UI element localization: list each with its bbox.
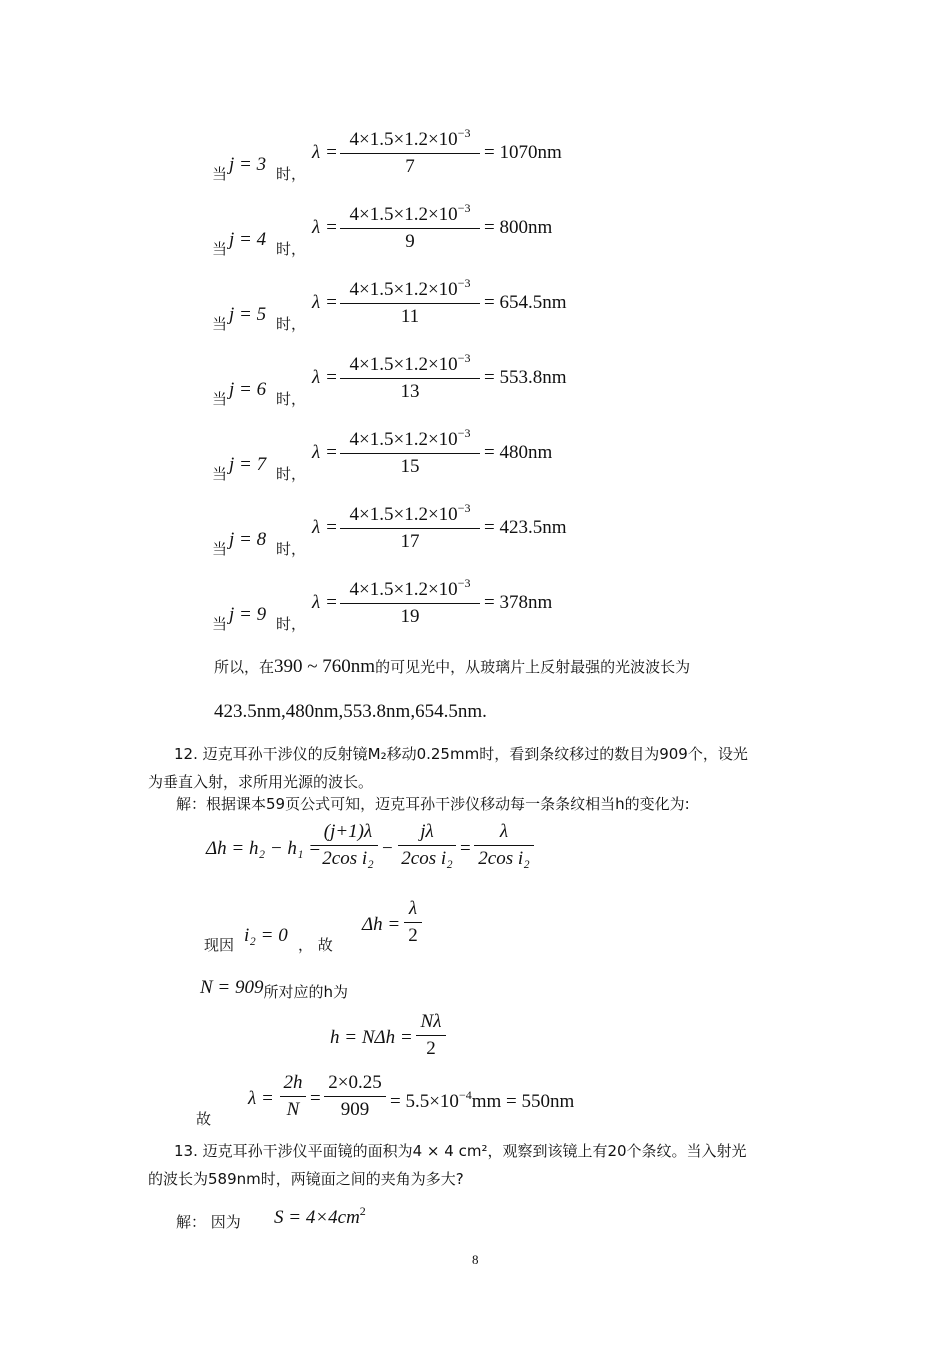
numerator-text: 4×1.5×1.2×10	[349, 204, 458, 225]
dh-num: λ	[404, 898, 422, 923]
shi-label: 时，	[276, 390, 307, 408]
numerator-exponent: −3	[457, 126, 471, 140]
lambda-equals: λ =	[312, 217, 338, 238]
numerator-exponent: −3	[457, 351, 471, 365]
wavelength-fraction	[340, 126, 480, 178]
dang-label: 当	[212, 165, 228, 183]
dh-fraction	[404, 898, 422, 947]
eq1-f2-den: 2cos i₂	[401, 848, 453, 869]
n-line	[200, 977, 348, 999]
lam-result-exp: −4	[458, 1088, 472, 1102]
eq1-f2-num: jλ	[398, 821, 456, 846]
lam-result	[390, 1088, 574, 1113]
fraction-numerator	[340, 576, 480, 604]
j-equation: j = 9	[229, 604, 267, 625]
wavelength-result: = 654.5nm	[484, 292, 567, 313]
lambda-equals: λ =	[312, 142, 338, 163]
wavelength-result: = 553.8nm	[484, 367, 567, 388]
dang-label: 当	[212, 315, 228, 333]
dh-den: 2	[408, 925, 418, 946]
q13-s-equation	[274, 1204, 366, 1229]
wavelength-fraction	[340, 276, 480, 328]
fraction-denominator: 19	[400, 606, 420, 627]
s-exp: 2	[359, 1204, 366, 1218]
eq1-equals: =	[460, 838, 471, 859]
lambda-equals: λ =	[312, 592, 338, 613]
numerator-text: 4×1.5×1.2×10	[349, 279, 458, 300]
lam-f1-num: 2h	[280, 1072, 306, 1097]
numerator-text: 4×1.5×1.2×10	[349, 429, 458, 450]
j-equation: j = 5	[229, 304, 267, 325]
lam-f1-den: N	[286, 1099, 300, 1120]
lam-f2-num: 2×0.25	[324, 1072, 386, 1097]
eq1-left: Δh = h₂ − h₁ =	[206, 838, 322, 859]
numerator-exponent: −3	[457, 576, 471, 590]
s-eq: S = 4×4cm	[274, 1207, 360, 1228]
j-equation: j = 7	[229, 454, 267, 475]
conclusion-line	[214, 656, 690, 678]
shi-label: 时，	[276, 540, 307, 558]
eq1-f1-num: (j+1)λ	[318, 821, 378, 846]
numerator-text: 4×1.5×1.2×10	[349, 354, 458, 375]
shi-label: 时，	[276, 315, 307, 333]
shi-label: 时，	[276, 615, 307, 633]
shi-label: 时，	[276, 165, 307, 183]
xianyin-label: 现因	[204, 936, 235, 954]
wavelength-fraction	[340, 501, 480, 553]
conclusion-prefix: 所以，在	[214, 658, 275, 676]
q12-line1: 12. 迈克耳孙干涉仪的反射镜M₂移动0.25mm时，看到条纹移过的数目为909个，设光	[174, 745, 748, 763]
wavelength-fraction	[340, 426, 480, 478]
q13-text	[148, 1137, 818, 1193]
numerator-text: 4×1.5×1.2×10	[349, 579, 458, 600]
numerator-text: 4×1.5×1.2×10	[349, 504, 458, 525]
conclusion-values: 423.5nm,480nm,553.8nm,654.5nm.	[214, 701, 487, 722]
i2-equation: i₂ = 0	[244, 925, 288, 946]
fraction-numerator	[340, 201, 480, 229]
q12-line2: 为垂直入射，求所用光源的波长。	[148, 773, 374, 791]
wavelength-fraction	[340, 201, 480, 253]
lam-f2-den: 909	[340, 1099, 370, 1120]
numerator-exponent: −3	[457, 501, 471, 515]
eq1-fraction-1	[318, 821, 378, 870]
fraction-numerator	[340, 351, 480, 379]
gu-label-1: ， 故	[298, 936, 333, 954]
conclusion-range: 390 ~ 760nm	[274, 656, 376, 677]
gu-label-2: 故	[196, 1110, 212, 1128]
fraction-numerator	[340, 426, 480, 454]
lam-fraction-1	[280, 1072, 306, 1121]
q13-line1: 13. 迈克耳孙干涉仪平面镜的面积为4 × 4 cm²，观察到该镜上有20个条纹。当入射光	[174, 1142, 747, 1160]
conclusion-suffix: 的可见光中，从玻璃片上反射最强的光波波长为	[375, 658, 691, 676]
h-fraction	[416, 1011, 446, 1060]
eq1-fraction-2	[398, 821, 456, 870]
lam-fraction-2	[324, 1072, 386, 1121]
lambda-equals: λ =	[312, 292, 338, 313]
numerator-text: 4×1.5×1.2×10	[349, 129, 458, 150]
j-equation: j = 6	[229, 379, 267, 400]
lam-result-pre: = 5.5×10	[390, 1091, 459, 1112]
numerator-exponent: −3	[457, 201, 471, 215]
wavelength-result: = 800nm	[484, 217, 553, 238]
q12-text	[148, 740, 818, 796]
shi-label: 时，	[276, 240, 307, 258]
wavelength-result: = 480nm	[484, 442, 553, 463]
dh-left: Δh =	[362, 914, 401, 935]
q13-line2: 的波长为589nm时，两镜面之间的夹角为多大?	[148, 1170, 464, 1188]
h-den: 2	[426, 1038, 436, 1059]
fraction-denominator: 9	[405, 231, 415, 252]
wavelength-result: = 378nm	[484, 592, 553, 613]
lambda-equals: λ =	[312, 367, 338, 388]
fraction-numerator	[340, 501, 480, 529]
eq1-f3-den: 2cos i₂	[478, 848, 530, 869]
eq1-minus: −	[382, 838, 393, 859]
lambda-equals: λ =	[312, 442, 338, 463]
dang-label: 当	[212, 540, 228, 558]
wavelength-result: = 423.5nm	[484, 517, 567, 538]
wavelength-fraction	[340, 576, 480, 628]
dang-label: 当	[212, 240, 228, 258]
h-num: Nλ	[416, 1011, 446, 1036]
numerator-exponent: −3	[457, 426, 471, 440]
fraction-numerator	[340, 126, 480, 154]
fraction-denominator: 15	[400, 456, 420, 477]
dang-label: 当	[212, 615, 228, 633]
fraction-denominator: 11	[400, 306, 420, 327]
n-equation: N = 909	[200, 977, 264, 998]
fraction-denominator: 7	[405, 156, 415, 177]
q12-solution: 解：根据课本59页公式可知，迈克耳孙干涉仪移动每一条条纹相当h的变化为:	[176, 795, 690, 813]
j-equation: j = 3	[229, 154, 267, 175]
h-left: h = NΔh =	[330, 1027, 413, 1048]
lam-left: λ =	[248, 1088, 274, 1109]
eq1-fraction-3	[474, 821, 534, 870]
fraction-denominator: 17	[400, 531, 420, 552]
j-equation: j = 4	[229, 229, 267, 250]
dang-label: 当	[212, 390, 228, 408]
shi-label: 时，	[276, 465, 307, 483]
wavelength-result: = 1070nm	[484, 142, 562, 163]
q13-solution-prefix: 解： 因为	[176, 1213, 241, 1231]
fraction-numerator	[340, 276, 480, 304]
lam-equals: =	[310, 1088, 321, 1109]
eq1-f3-num: λ	[474, 821, 534, 846]
fraction-denominator: 13	[400, 381, 420, 402]
dang-label: 当	[212, 465, 228, 483]
lambda-equals: λ =	[312, 517, 338, 538]
j-equation: j = 8	[229, 529, 267, 550]
n-suffix: 所对应的h为	[263, 983, 349, 1001]
eq1-f1-den: 2cos i₂	[322, 848, 374, 869]
lam-result-post: mm = 550nm	[471, 1091, 575, 1112]
wavelength-fraction	[340, 351, 480, 403]
page-number: 8	[472, 1252, 479, 1267]
numerator-exponent: −3	[457, 276, 471, 290]
